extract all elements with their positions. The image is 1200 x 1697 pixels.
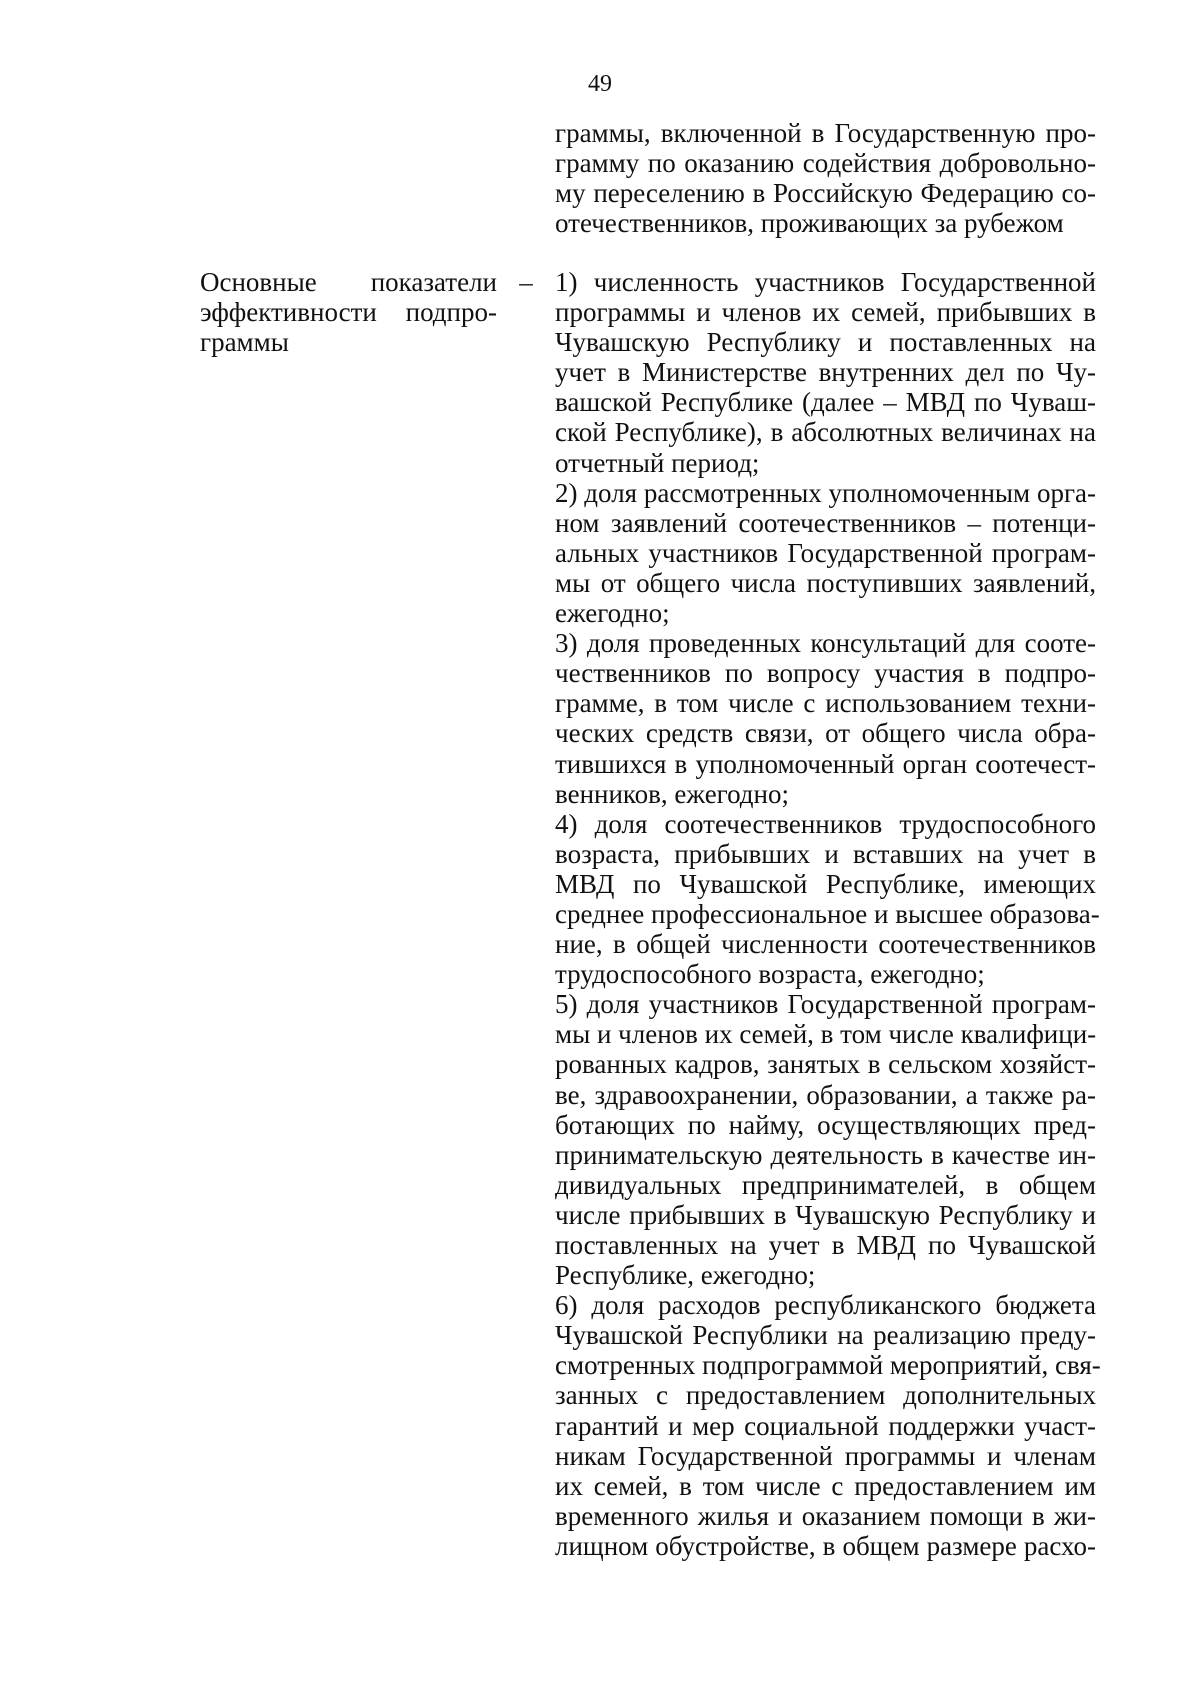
indicator-line: трудоспособного возраста, ежегодно; [555, 959, 985, 990]
indicator-line: временного жилья и оказанием помощи в жи- [555, 1500, 1096, 1531]
label-line: Основные показатели [200, 267, 497, 297]
indicator-line: поставленных на учет в МВД по Чувашской [555, 1230, 1096, 1260]
indicator-line: венников, ежегодно; [555, 778, 789, 809]
indicator-line: занных с предоставлением дополнительных [555, 1380, 1096, 1411]
indicator-line: альных участников Государственной програм- [555, 537, 1096, 568]
indicator-line: ботающих по найму, осуществляющих пред- [555, 1109, 1096, 1140]
text-line: граммы, включенной в Государственную про- [555, 118, 1096, 148]
indicator-line: тившихся в уполномоченный орган соотечест- [555, 748, 1096, 779]
indicator-item [555, 628, 1096, 809]
indicator-line: принимательскую деятельность в качестве ин- [555, 1139, 1096, 1170]
row-dash: – [519, 267, 533, 297]
indicator-line: их семей, в том числе с предоставлением им [555, 1470, 1096, 1501]
indicator-line: ежегодно; [555, 598, 670, 629]
indicator-line: Республике, ежегодно; [555, 1260, 816, 1291]
indicator-line: Чувашскую Республику и поставленных на [555, 327, 1096, 358]
indicator-item [555, 989, 1096, 1290]
indicator-line: ческих средств связи, от общего числа обра- [555, 718, 1096, 749]
indicator-line: отчетный период; [555, 447, 760, 478]
indicator-line: программы и членов их семей, прибывших в [555, 297, 1096, 328]
indicator-line: среднее профессиональное и высшее образова- [555, 898, 1100, 929]
indicator-line: рованных кадров, занятых в сельском хозяйст- [555, 1049, 1096, 1080]
indicator-item [555, 267, 1096, 478]
indicator-list [555, 267, 1101, 1561]
row-label [200, 267, 497, 357]
indicator-line: мы от общего числа поступивших заявлений, [555, 567, 1096, 598]
indicator-line: 5) доля участников Государственной програм- [555, 989, 1096, 1020]
indicator-line: смотренных подпрограммой мероприятий, свя- [555, 1350, 1101, 1381]
indicator-line: дивидуальных предпринимателей, в общем [555, 1169, 1096, 1200]
indicator-line: ве, здравоохранении, образовании, а также ра- [555, 1079, 1096, 1110]
indicator-line: никам Государственной программы и членам [555, 1440, 1096, 1471]
indicator-line: мы и членов их семей, в том числе квалифици- [555, 1019, 1097, 1050]
page-number: 49 [588, 71, 612, 97]
text-line: му переселению в Российскую Федерацию со- [555, 178, 1096, 208]
indicator-line: 1) численность участников Государственной [555, 267, 1096, 297]
indicator-line: чественников по вопросу участия в подпро- [555, 658, 1096, 689]
indicator-line: Чувашской Республики на реализацию преду- [555, 1320, 1096, 1351]
indicator-line: ской Республике), в абсолютных величинах на [555, 417, 1096, 448]
indicator-line: 6) доля расходов республиканского бюджета [555, 1290, 1096, 1321]
indicator-item [555, 808, 1100, 990]
indicator-line: вашской Республике (далее – МВД по Чуваш- [555, 387, 1096, 418]
indicator-line: 2) доля рассмотренных уполномоченным орга- [555, 477, 1096, 508]
continuation-paragraph [555, 118, 1096, 238]
text-line: отечественников, проживающих за рубежом [555, 208, 1064, 238]
indicator-line: 3) доля проведенных консультаций для соотe- [555, 628, 1096, 659]
label-line: эффективности подпро- [200, 297, 497, 327]
indicator-line: ние, в общей численности соотечественников [555, 929, 1096, 960]
indicator-item [555, 478, 1096, 628]
indicator-line: возраста, прибывших и вставших на учет в [555, 838, 1096, 869]
indicator-line: грамме, в том числе с использованием техни- [555, 688, 1096, 719]
label-line: граммы [200, 327, 289, 357]
indicator-line: учет в Министерстве внутренних дел по Чу- [555, 357, 1096, 388]
indicator-line: МВД по Чувашской Республике, имеющих [555, 868, 1096, 899]
indicator-line: гарантий и мер социальной поддержки участ- [555, 1410, 1096, 1441]
indicator-line: лищном обустройстве, в общем размере расхо- [555, 1530, 1096, 1561]
indicator-item [555, 1290, 1101, 1561]
indicator-line: числе прибывших в Чувашскую Республику и [555, 1199, 1096, 1230]
text-line: грамму по оказанию содействия добровольно- [555, 148, 1096, 178]
indicator-line: 4) доля соотечественников трудоспособного [555, 808, 1096, 839]
indicator-line: ном заявлений соотечественников – потенци- [555, 507, 1096, 538]
